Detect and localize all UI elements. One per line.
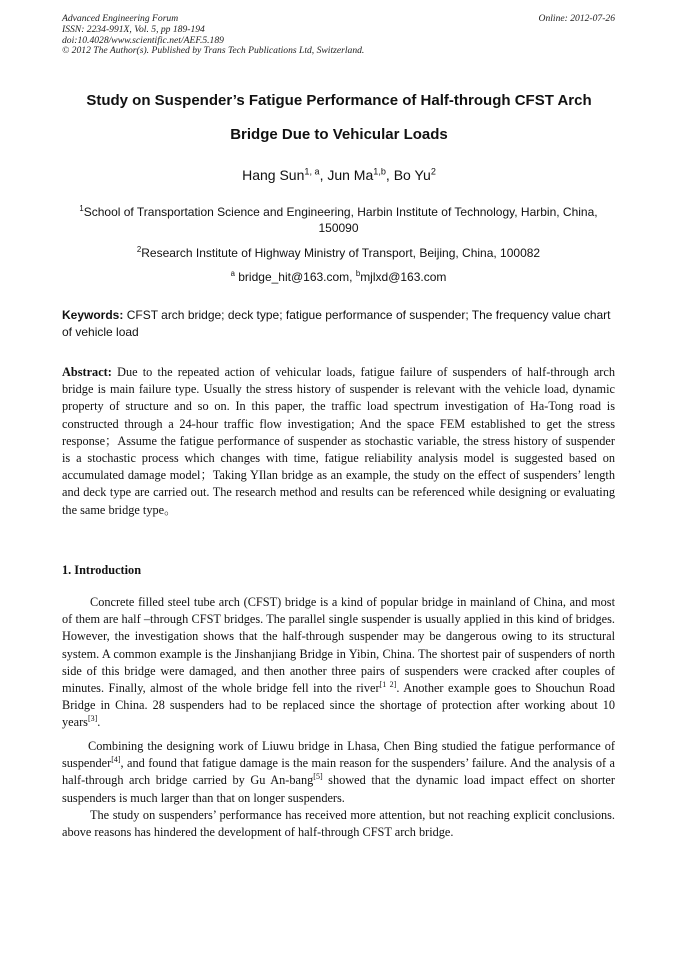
- intro-paragraph-3: The study on suspenders’ performance has received more attention, but not reaching explicit conclusions. above reasons has hindered the development of half-through CFST arch bridge.: [62, 808, 615, 840]
- paper-title-line-1: Study on Suspender’s Fatigue Performance of Half-through CFST Arch: [86, 92, 592, 109]
- keywords: [62, 307, 615, 341]
- paper-title-line-2: Bridge Due to Vehicular Loads: [230, 126, 448, 143]
- author-3: Bo Yu$^2$: [393, 166, 436, 183]
- affiliation-2: $^2$Research Institute of Highway Ministry of Transport, Beijing, China, 100082: [136, 245, 541, 260]
- online-date: Online: 2012-07-26: [538, 13, 615, 24]
- section-heading-introduction: 1. Introduction: [62, 563, 142, 577]
- abstract: [62, 364, 615, 519]
- citation-3[interactable]: [3]: [87, 714, 98, 724]
- email-b[interactable]: mjlxd@163.com: [360, 270, 447, 284]
- intro-paragraph-1: Concrete filled steel tube arch (CFST) bridge is a kind of popular bridge in mainland of China, and most of them are half –through CFST bridges. The parallel single suspender is usually applied in this kind of bridges. However, the investigation shows that the half-through suspender may be dangerous owing to its structural system. A common example is the Jinshanjiang Bridge in Yibin, China. The shortest pair of suspenders of north side of this bridge were damaged, and then another three pairs of suspenders were cracked after couples of minutes. Finally, almost of the whole bridge fell into the river[1 2]. Another example goes to Shouchun Road Bridge in China. 28 suspenders had to be replaced since the shortage of protection after working about 10 years[3].: [62, 595, 615, 730]
- doi-line: doi:10.4028/www.scientific.net/AEF.5.189: [62, 34, 224, 46]
- intro-paragraph-2: Combining the designing work of Liuwu bridge in Lhasa, Chen Bing studied the fatigue performance of suspender[4], and found that fatigue damage is the main reason for the suspenders’ failure. And the analysis of a half-through arch bridge carried by Gu An-bang[5] showed that the dynamic load impact effect on shorter suspenders is much larger than that on longer suspenders.: [62, 739, 615, 805]
- citation-5[interactable]: [5]: [313, 772, 323, 782]
- abstract-label: Abstract:: [62, 365, 112, 379]
- abstract-text: Due to the repeated action of vehicular loads, fatigue failure of suspenders of half-through arch bridge is main failure type. Usually the stress history of suspender is relevant with the vehicle load, dynamic property of structure and so on. In this paper, the traffic load spectrum investigation of Ha-Tong road is constructed through a 24-hour traffic flow investigation; And the space FEM established to get the stress response；Assume the fatigue performance of suspender as stochastic variable, the stress history of suspender is a stochastic process which changes with time, fatigue reliability analysis model is suggested based on accumulated damage model；Taking YIlan bridge as an example, the study on the effect of suspenders’ length and deck type are carried out. The research method and results can be referenced while designing or evaluating the same bridge type。: [62, 365, 615, 517]
- copyright-line: © 2012 The Author(s). Published by Trans Tech Publications Ltd, Switzerland.: [62, 45, 365, 57]
- citation-4[interactable]: [4]: [111, 755, 121, 765]
- journal-name: Advanced Engineering Forum: [62, 13, 179, 24]
- citation-1-2[interactable]: [1 2]: [379, 679, 397, 689]
- keywords-label: Keywords:: [62, 308, 124, 322]
- author-list: [40, 167, 638, 183]
- author-2: Jun Ma$^{1,b}$,: [327, 166, 394, 183]
- email-a[interactable]: bridge_hit@163.com,: [234, 270, 356, 284]
- keywords-text: CFST arch bridge; deck type; fatigue performance of suspender; The frequency value chart of vehicle load: [62, 308, 611, 339]
- issn-line: ISSN: 2234-991X, Vol. 5, pp 189-194: [62, 23, 205, 35]
- author-1: Hang Sun$^{1, a}$,: [242, 166, 328, 183]
- page-header: [62, 14, 615, 57]
- email-line: $^a$ bridge_hit@163.com, $^b$mjlxd@163.com: [230, 269, 447, 284]
- affiliation-1: $^1$School of Transportation Science and Engineering, Harbin Institute of Technology, Harbin, China, 150090: [79, 204, 598, 235]
